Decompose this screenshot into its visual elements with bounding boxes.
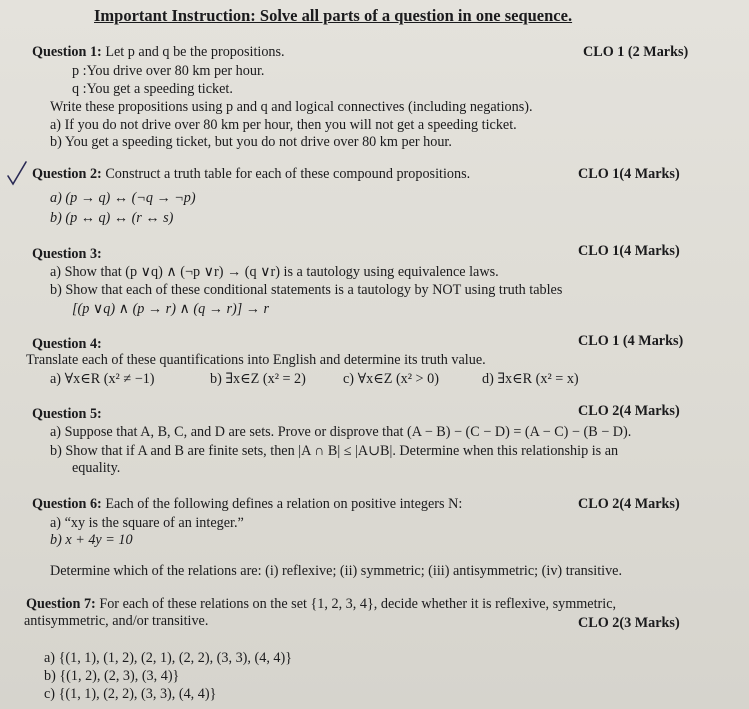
q2-part-b: b) (p ↔ q) ↔ (r ↔ s) bbox=[50, 210, 174, 226]
q6-determine: Determine which of the relations are: (i) reflexive; (ii) symmetric; (iii) antisymmetric; (iv) transitive. bbox=[50, 563, 623, 579]
q6-part-a: a) “xy is the square of an integer.” bbox=[50, 515, 244, 531]
q5-clo: CLO 2(4 Marks) bbox=[578, 403, 680, 419]
handwritten-checkmark bbox=[6, 160, 28, 188]
q4-part-d: d) ∃x∈R (x² = x) bbox=[482, 371, 579, 387]
q2-part-a: a) (p → q) ↔ (¬q → ¬p) bbox=[50, 190, 196, 206]
q4-line bbox=[32, 336, 102, 353]
q3-heading: Question 3: bbox=[32, 246, 102, 262]
q6-heading: Question 6: bbox=[32, 496, 102, 512]
q5-part-b-line1: b) Show that if A and B are finite sets, then |A ∩ B| ≤ |A∪B|. Determine when this relationship is an bbox=[50, 443, 619, 459]
q1-instruction: Write these propositions using p and q and logical connectives (including negations). bbox=[50, 99, 533, 115]
q4-heading: Question 4: bbox=[32, 336, 102, 352]
q7-part-c: c) {(1, 1), (2, 2), (3, 3), (4, 4)} bbox=[44, 686, 217, 702]
instruction-title: Important Instruction: Solve all parts of a question in one sequence. bbox=[94, 6, 573, 25]
q7-part-b: b) {(1, 2), (2, 3), (3, 4)} bbox=[44, 668, 180, 684]
q7-clo: CLO 2(3 Marks) bbox=[578, 615, 680, 631]
q2-line bbox=[32, 166, 470, 183]
q4-part-c: c) ∀x∈Z (x² > 0) bbox=[343, 371, 439, 387]
q7-heading: Question 7: bbox=[26, 596, 96, 612]
q3-part-b: b) Show that each of these conditional statements is a tautology by NOT using truth tables bbox=[50, 282, 563, 298]
q5-part-a: a) Suppose that A, B, C, and D are sets. Prove or disprove that (A − B) − (C − D) = (A − C) − (B − D). bbox=[50, 424, 632, 440]
q4-part-b: b) ∃x∈Z (x² = 2) bbox=[210, 371, 306, 387]
q1-part-a: a) If you do not drive over 80 km per hour, then you will not get a speeding ticket. bbox=[50, 117, 517, 133]
q1-q-definition: q :You get a speeding ticket. bbox=[72, 81, 233, 97]
q6-part-b: b) x + 4y = 10 bbox=[50, 532, 133, 548]
q1-clo: CLO 1 (2 Marks) bbox=[583, 44, 689, 60]
q5-part-b-line2: equality. bbox=[72, 460, 121, 476]
q6-clo: CLO 2(4 Marks) bbox=[578, 496, 680, 512]
q6-intro: Each of the following defines a relation on positive integers N: bbox=[105, 496, 463, 512]
q4-intro: Translate each of these quantifications into English and determine its truth value. bbox=[26, 352, 486, 368]
q1-heading: Question 1: bbox=[32, 44, 102, 60]
q3-part-a: a) Show that (p ∨q) ∧ (¬p ∨r) → (q ∨r) is a tautology using equivalence laws. bbox=[50, 264, 499, 280]
q7-intro-line2: antisymmetric, and/or transitive. bbox=[24, 613, 209, 629]
q2-clo: CLO 1(4 Marks) bbox=[578, 166, 680, 182]
q7-intro-line1: For each of these relations on the set {1, 2, 3, 4}, decide whether it is reflexive, symmetric, bbox=[99, 596, 617, 612]
q4-clo: CLO 1 (4 Marks) bbox=[578, 333, 684, 349]
q3-clo: CLO 1(4 Marks) bbox=[578, 243, 680, 259]
q2-heading: Question 2: bbox=[32, 166, 102, 182]
q2-intro: Construct a truth table for each of these compound propositions. bbox=[105, 166, 471, 182]
q4-part-a: a) ∀x∈R (x² ≠ −1) bbox=[50, 371, 155, 387]
q5-line bbox=[32, 406, 102, 423]
q6-line bbox=[32, 496, 462, 513]
q7-line bbox=[26, 596, 616, 613]
q3-part-b-expression: [(p ∨q) ∧ (p → r) ∧ (q → r)] → r bbox=[72, 301, 270, 317]
q1-line bbox=[32, 44, 285, 61]
q7-part-a: a) {(1, 1), (1, 2), (2, 1), (2, 2), (3, 3), (4, 4)} bbox=[44, 650, 293, 666]
q3-line bbox=[32, 246, 102, 263]
q5-heading: Question 5: bbox=[32, 406, 102, 422]
q1-part-b: b) You get a speeding ticket, but you do not drive over 80 km per hour. bbox=[50, 134, 452, 150]
q1-intro: Let p and q be the propositions. bbox=[105, 44, 285, 60]
q1-p-definition: p :You drive over 80 km per hour. bbox=[72, 63, 265, 79]
